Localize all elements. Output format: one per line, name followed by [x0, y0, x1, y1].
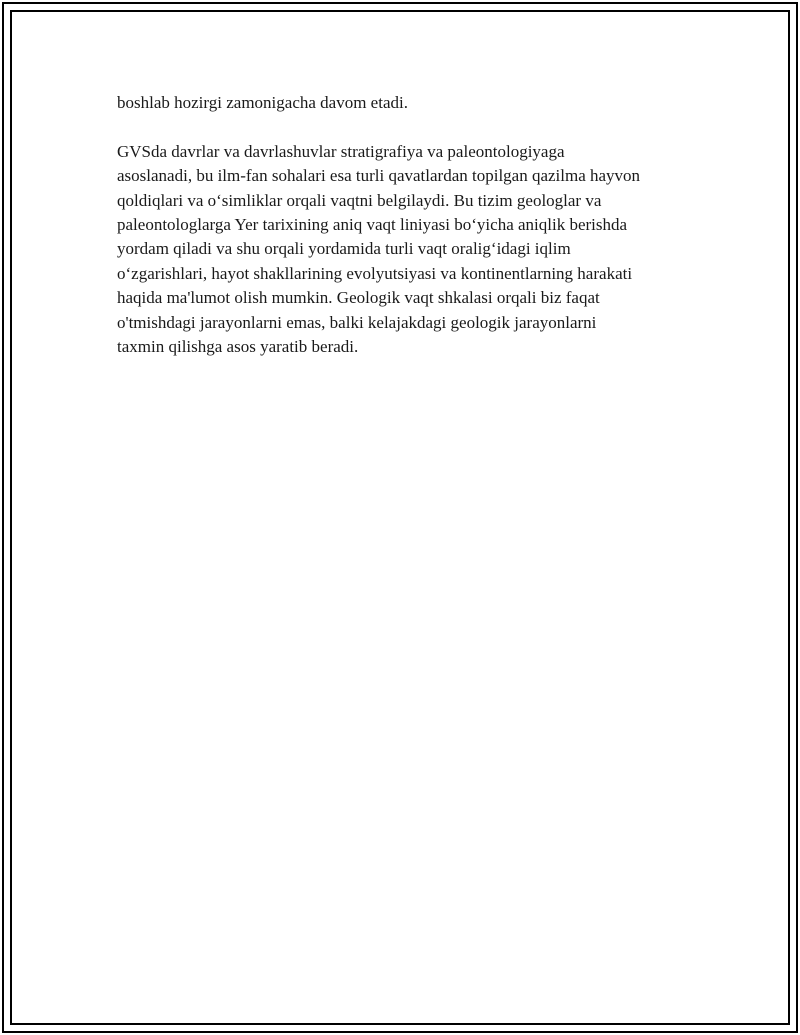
- text-line: haqida ma'lumot olish mumkin. Geologik vaqt shkalasi orqali biz faqat: [117, 288, 600, 308]
- text-line: GVSda davrlar va davrlashuvlar stratigrafiya va paleontologiyaga: [117, 141, 565, 161]
- paragraph-intro-continuation: [117, 91, 697, 115]
- text-line: paleontologlarga Yer tarixining aniq vaqt liniyasi bo‘yicha aniqlik berishda: [117, 215, 628, 235]
- text-line: taxmin qilishga asos yaratib beradi.: [117, 337, 359, 357]
- text-line: boshlab hozirgi zamonigacha davom etadi.: [117, 93, 408, 112]
- text-line: asoslanadi, bu ilm-fan sohalari esa turli qavatlardan topilgan qazilma hayvon: [117, 166, 641, 186]
- text-line: o'tmishdagi jarayonlarni emas, balki kelajakdagi geologik jarayonlarni: [117, 312, 597, 332]
- document-body: [117, 91, 697, 359]
- text-line: qoldiqlari va o‘simliklar orqali vaqtni belgilaydi. Bu tizim geologlar va: [117, 190, 602, 210]
- text-line: o‘zgarishlari, hayot shakllarining evolyutsiyasi va kontinentlarning harakati: [117, 263, 633, 283]
- text-line: yordam qiladi va shu orqali yordamida turli vaqt oralig‘idagi iqlim: [117, 239, 571, 259]
- paragraph-gvs-description: [117, 140, 697, 360]
